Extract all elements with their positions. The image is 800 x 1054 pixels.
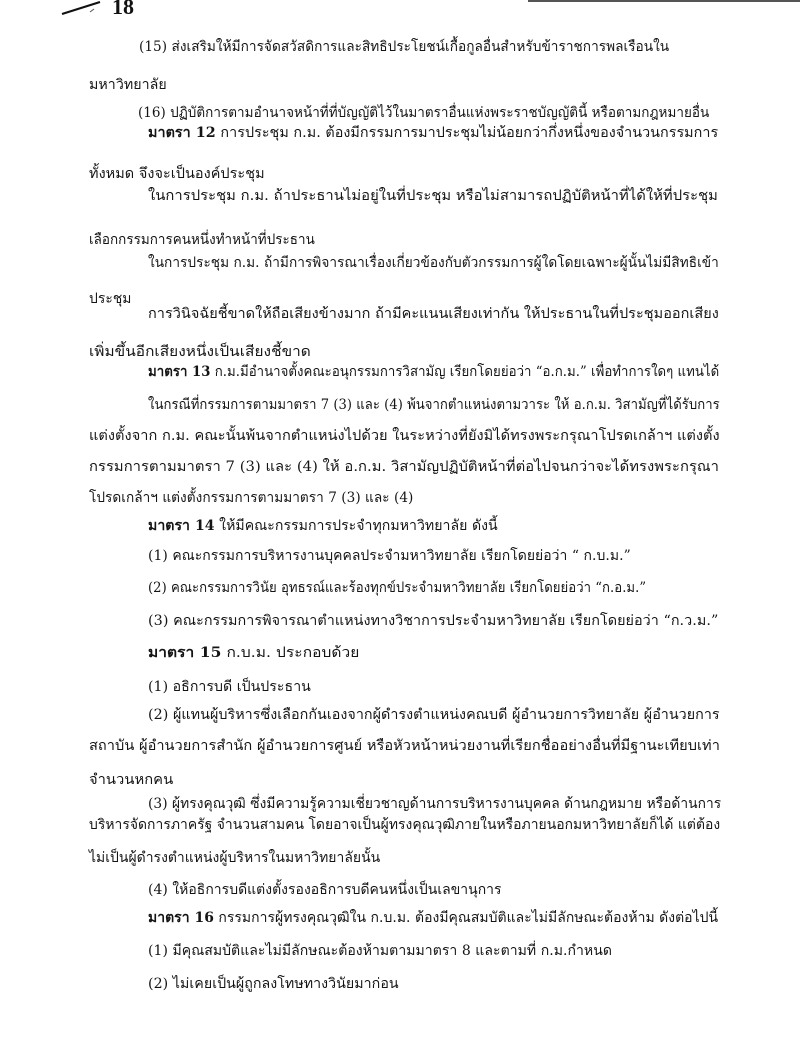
line-text: กรรมการผู้ทรงคุณวุฒิใน ก.บ.ม. ต้องมีคุณสมบัติและไม่มีลักษณะต้องห้าม ดังต่อไปนี้ [213,910,719,926]
text-line [148,516,498,536]
text-line [148,705,720,725]
text-line [148,578,646,598]
text-line [148,304,719,324]
text-line [89,289,131,309]
page-number: 18 [112,0,134,19]
section-heading: มาตรา 12 [148,125,216,141]
line-text: ประชุม [89,291,132,307]
top-edge-rule [528,0,800,2]
text-line [148,611,718,631]
text-line [89,488,413,508]
text-line [148,880,502,900]
line-text: สถาบัน ผู้อำนวยการสำนัก ผู้อำนวยการศูนย์ หรือหัวหน้าหน่วยงานที่เรียกชื่ออย่างอื่นที่มีฐานะเทียบเท่า [89,738,720,754]
text-line [148,974,399,994]
section-heading: มาตรา 16 [148,910,214,926]
line-text: ในกรณีที่กรรมการตามมาตรา 7 (3) และ (4) พ้นจากตำแหน่งตามวาระ ให้ อ.ก.ม. วิสามัญที่ได้รับการ [148,397,720,413]
text-line [138,103,709,123]
line-text: มหาวิทยาลัย [89,77,167,93]
line-text: (2) ไม่เคยเป็นผู้ถูกลงโทษทางวินัยมาก่อน [148,976,399,992]
text-line [89,230,315,250]
text-line [139,37,669,57]
line-text: ให้มีคณะกรรมการประจำทุกมหาวิทยาลัย ดังนี้ [214,518,498,534]
text-line [89,457,719,477]
line-text: (4) ให้อธิการบดีแต่งตั้งรองอธิการบดีคนหนึ่งเป็นเลขานุการ [148,882,502,898]
line-text: ก.บ.ม. ประกอบด้วย [221,645,360,661]
line-text: (2) ผู้แทนผู้บริหารซึ่งเลือกกันเองจากผู้ดำรงตำแหน่งคณบดี ผู้อำนวยการวิทยาลัย ผู้อำนวยการ [148,707,720,723]
section-heading: มาตรา 14 [148,518,215,534]
text-line [89,736,720,756]
line-text: การประชุม ก.ม. ต้องมีกรรมการมาประชุมไม่น้อยกว่ากึ่งหนึ่งของจำนวนกรรมการ [215,125,719,141]
section-heading: มาตรา 13 [148,364,211,380]
line-text: (2) คณะกรรมการวินัย อุทธรณ์และร้องทุกข์ประจำมหาวิทยาลัย เรียกโดยย่อว่า “ก.อ.ม.” [148,580,647,596]
line-text: (15) ส่งเสริมให้มีการจัดสวัสดิการและสิทธิประโยชน์เกื้อกูลอื่นสำหรับข้าราชการพลเรือนใน [139,39,670,55]
text-line [148,546,631,566]
text-line [89,342,311,362]
text-line [148,395,720,415]
line-text: ก.ม.มีอำนาจตั้งคณะอนุกรรมการวิสามัญ เรียกโดยย่อว่า “อ.ก.ม.” เพื่อทำการใดๆ แทนได้ [210,364,720,380]
text-line [148,908,718,928]
text-line [148,643,359,663]
line-text: (1) มีคุณสมบัติและไม่มีลักษณะต้องห้ามตามมาตรา 8 และตามที่ ก.ม.กำหนด [148,943,612,959]
text-line [89,75,167,95]
text-line [89,815,720,835]
line-text: บริหารจัดการภาครัฐ จำนวนสามคน โดยอาจเป็นผู้ทรงคุณวุฒิภายในหรือภายนอกมหาวิทยาลัยก็ได้ แต่ต้อง [89,817,721,833]
line-text: (16) ปฏิบัติการตามอำนาจหน้าที่ที่บัญญัติไว้ในมาตราอื่นแห่งพระราชบัญญัตินี้ หรือตามกฎหมายอื่น [138,105,710,121]
text-line [148,941,612,961]
text-line [89,770,173,790]
text-line [148,677,311,697]
line-text: (1) อธิการบดี เป็นประธาน [148,679,311,695]
line-text: (3) คณะกรรมการพิจารณาตำแหน่งทางวิชาการประจำมหาวิทยาลัย เรียกโดยย่อว่า “ก.ว.ม.” [148,613,719,629]
text-line [148,253,719,273]
line-text: เลือกกรรมการคนหนึ่งทำหน้าที่ประธาน [89,232,315,248]
text-line [89,848,380,868]
text-line [148,362,719,382]
line-text: ทั้งหมด จึงจะเป็นองค์ประชุม [89,166,265,182]
text-line [89,426,720,446]
line-text: แต่งตั้งจาก ก.ม. คณะนั้นพ้นจากตำแหน่งไปด้วย ในระหว่างที่ยังมิได้ทรงพระกรุณาโปรดเกล้าฯ แต่งตั้ง [89,428,720,444]
line-text: ไม่เป็นผู้ดำรงตำแหน่งผู้บริหารในมหาวิทยาลัยนั้น [89,850,381,866]
line-text: จำนวนหกคน [89,772,174,788]
line-text: กรรมการตามมาตรา 7 (3) และ (4) ให้ อ.ก.ม. วิสามัญปฏิบัติหน้าที่ต่อไปจนกว่าจะได้ทรงพระกรุณา [89,459,720,475]
text-line [89,164,265,184]
line-text: ในการประชุม ก.ม. ถ้าประธานไม่อยู่ในที่ประชุม หรือไม่สามารถปฏิบัติหน้าที่ได้ให้ที่ประชุม [148,188,718,204]
line-text: (1) คณะกรรมการบริหารงานบุคคลประจำมหาวิทยาลัย เรียกโดยย่อว่า “ ก.บ.ม.” [148,548,631,564]
line-text: โปรดเกล้าฯ แต่งตั้งกรรมการตามมาตรา 7 (3) และ (4) [89,490,414,506]
page-number-mark [60,0,150,22]
text-line [148,123,718,143]
line-text: เพิ่มขึ้นอีกเสียงหนึ่งเป็นเสียงชี้ขาด [89,344,311,360]
text-line [148,186,718,206]
line-text: (3) ผู้ทรงคุณวุฒิ ซึ่งมีความรู้ความเชี่ยวชาญด้านการบริหารงานบุคคล ด้านกฎหมาย หรือด้านการ [148,796,722,812]
section-heading: มาตรา 15 [148,645,222,661]
line-text: การวินิจฉัยชี้ขาดให้ถือเสียงข้างมาก ถ้ามีคะแนนเสียงเท่ากัน ให้ประธานในที่ประชุมออกเสียง [148,306,719,322]
line-text: ในการประชุม ก.ม. ถ้ามีการพิจารณาเรื่องเกี่ยวข้องกับตัวกรรมการผู้ใดโดยเฉพาะผู้นั้นไม่มีสิทธิเข้า [148,255,719,271]
text-line [148,794,721,814]
